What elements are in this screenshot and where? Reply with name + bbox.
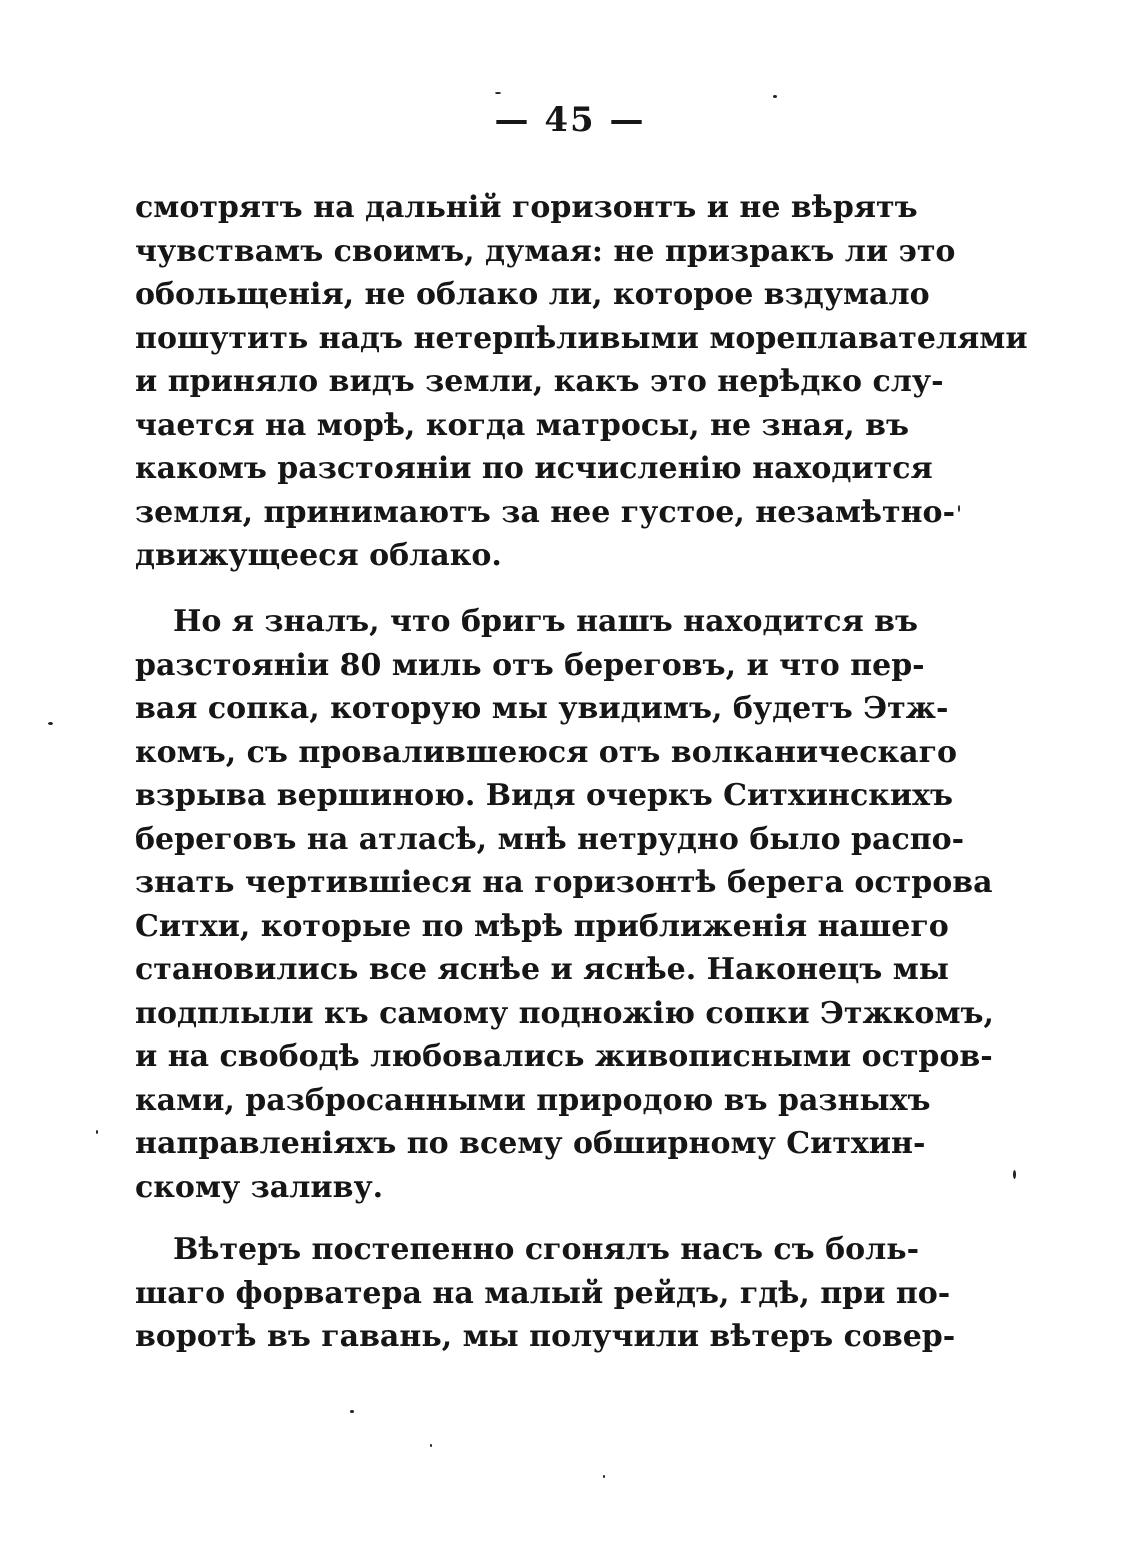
text-line: пошутить надъ нетерпѣливыми мореплавателями bbox=[135, 320, 1028, 356]
text-line: Ситхи, которые по мѣрѣ приближенія нашего bbox=[135, 908, 949, 944]
text-line: знать чертившіеся на горизонтѣ берега острова bbox=[135, 865, 993, 900]
text-line: скому заливу. bbox=[135, 1169, 384, 1205]
text-line: чувствамъ своимъ, думая: не призракъ ли это bbox=[135, 233, 956, 269]
text-line: подплыли къ самому подножію сопки Этжкомъ, bbox=[135, 995, 994, 1031]
scan-speck bbox=[958, 505, 960, 512]
paragraph-1 bbox=[135, 186, 1028, 578]
text-line: береговъ на атласѣ, мнѣ нетрудно было распо- bbox=[135, 821, 965, 857]
text-line: и на свободѣ любовались живописными остров- bbox=[135, 1039, 993, 1074]
text-line: смотрятъ на дальній горизонтъ и не вѣрятъ bbox=[135, 190, 918, 225]
text-line: обольщенія, не облако ли, которое вздумало bbox=[135, 277, 930, 312]
text-line: разстояніи 80 миль отъ береговъ, и что пер- bbox=[135, 647, 925, 683]
text-line: ками, разбросанными природою въ разныхъ bbox=[135, 1082, 931, 1118]
text-line: Но я зналъ, что бригъ нашъ находится въ bbox=[173, 604, 919, 639]
scan-speck bbox=[350, 1410, 354, 1413]
paragraph-3 bbox=[135, 1228, 956, 1359]
scan-speck bbox=[773, 95, 777, 98]
scan-speck bbox=[48, 722, 53, 725]
scan-speck bbox=[1013, 1170, 1016, 1179]
text-line: шаго форватера на малый рейдъ, гдѣ, при по- bbox=[135, 1275, 951, 1311]
text-line: комъ, съ провалившеюся отъ волканическаго bbox=[135, 734, 957, 770]
page-number: — 45 — bbox=[494, 100, 646, 140]
text-line: Вѣтеръ постепенно сгонялъ насъ съ боль- bbox=[173, 1232, 920, 1267]
scan-speck bbox=[495, 92, 501, 94]
text-line: направленіяхъ по всему обширному Ситхин- bbox=[135, 1126, 926, 1161]
text-line: воротѣ въ гавань, мы получили вѣтеръ совер- bbox=[135, 1319, 956, 1354]
text-line: какомъ разстояніи по исчисленію находится bbox=[135, 451, 933, 486]
text-line: чается на морѣ, когда матросы, не зная, въ bbox=[135, 407, 909, 443]
text-line: взрыва вершиною. Видя очеркъ Ситхинскихъ bbox=[135, 778, 954, 813]
text-line: вая сопка, которую мы увидимъ, будетъ Этж- bbox=[135, 691, 949, 726]
text-line: движущееся облако. bbox=[135, 538, 502, 573]
scan-speck bbox=[430, 1444, 432, 1447]
text-line: и приняло видъ земли, какъ это нерѣдко слу- bbox=[135, 364, 944, 399]
text-line: земля, принимаютъ за нее густое, незамѣтно- bbox=[135, 494, 956, 530]
scan-speck bbox=[603, 1475, 605, 1478]
scan-speck bbox=[96, 1130, 98, 1134]
text-line: становились все яснѣе и яснѣе. Наконецъ мы bbox=[135, 952, 949, 987]
paragraph-2 bbox=[135, 600, 994, 1209]
